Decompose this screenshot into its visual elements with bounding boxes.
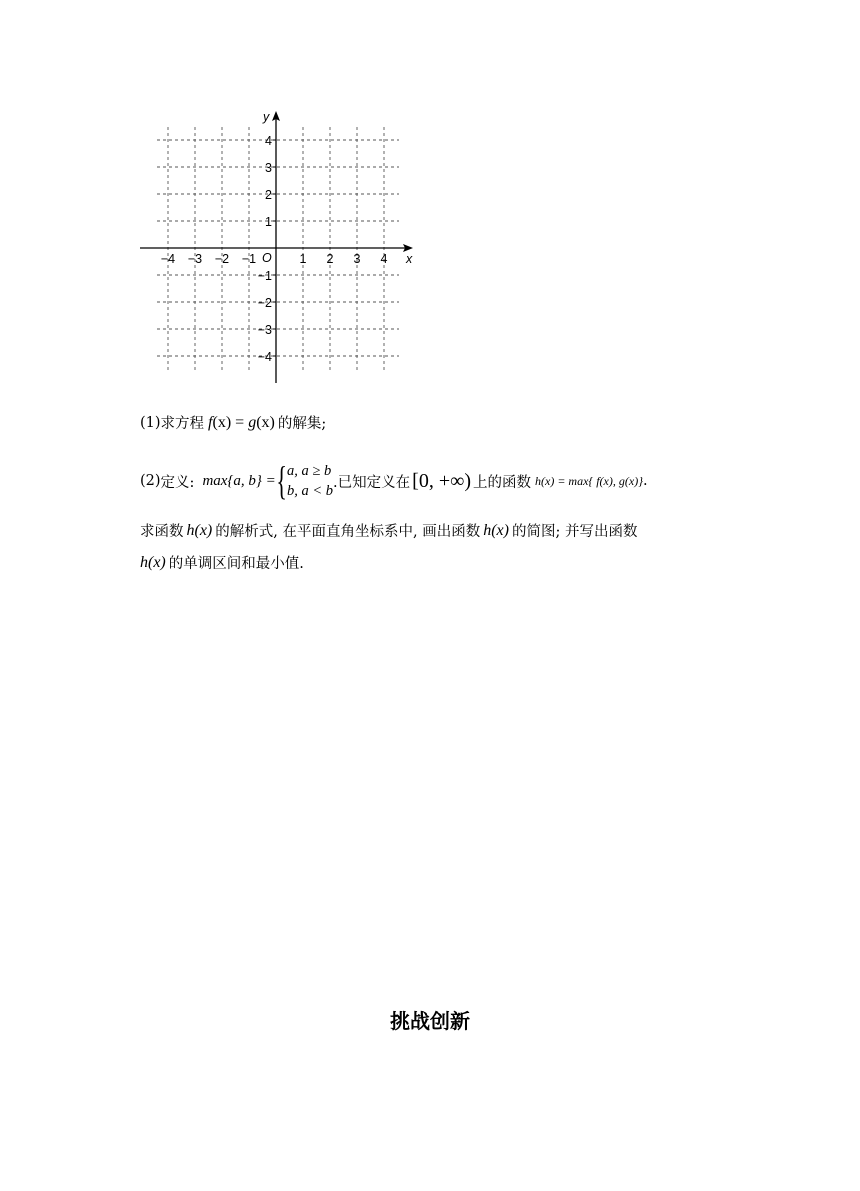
q2-cases [287, 461, 333, 501]
q2-line2-a: 求函数 [140, 524, 184, 540]
x-tick-label: 4 [380, 252, 388, 266]
q2-h-1: h(x) [186, 521, 213, 539]
q1-eq-g: g [248, 413, 257, 431]
q2-on-func: 上的函数 [473, 474, 532, 491]
x-axis-label: x [406, 252, 413, 266]
q1-number: (1) [140, 414, 161, 431]
x-tick-labels [161, 252, 388, 266]
q2-line2-c: 的简图; 并写出函数 [511, 524, 638, 540]
q1-text-before: 求方程 [160, 416, 205, 432]
q2-h-3: h(x) [140, 553, 166, 571]
y-tick-label: −2 [257, 296, 272, 310]
origin-label: O [262, 251, 272, 265]
y-tick-label: 4 [265, 134, 272, 148]
x-tick-label: 3 [353, 252, 361, 266]
q2-end: . [643, 473, 648, 489]
q2-case-1: a, a ≥ b [287, 463, 332, 479]
q2-h-def: h(x) = max{ f(x), g(x)} [535, 473, 643, 488]
y-tick-label: −3 [257, 323, 272, 337]
x-tick-label: −4 [160, 252, 176, 266]
q2-line3: 的单调区间和最小值. [168, 556, 304, 572]
x-tick-label: −1 [241, 252, 257, 266]
y-tick-label: −1 [257, 269, 272, 283]
x-tick-label: 1 [299, 252, 307, 266]
q2-define: 定义: [160, 474, 195, 491]
y-axis-label: y [263, 110, 270, 124]
y-tick-label: 2 [265, 188, 272, 202]
question-1 [140, 412, 326, 433]
x-tick-label: 2 [326, 252, 334, 266]
y-tick-label: 1 [265, 215, 272, 229]
q2-known: .已知定义在 [333, 474, 411, 491]
q2-brace: { [276, 458, 287, 503]
y-tick-label: 3 [265, 161, 272, 175]
q2-max-lhs: max{a, b} = [202, 472, 276, 489]
question-2-line-2 [140, 520, 637, 541]
x-tick-label: −2 [214, 252, 230, 266]
q2-h-2: h(x) [483, 521, 509, 539]
question-2-line-3 [140, 552, 304, 573]
section-heading: 挑战创新 [390, 1009, 470, 1033]
q2-line2-b: 的解析式, 在平面直角坐标系中, 画出函数 [215, 524, 481, 540]
q1-eq-end: (x) [256, 413, 275, 431]
q1-eq-mid: (x) = [212, 413, 249, 431]
coordinate-grid [135, 105, 425, 390]
y-tick-label: −4 [257, 350, 272, 364]
q2-case-2: b, a < b [287, 483, 334, 499]
q1-eq-f: f [208, 413, 213, 431]
q2-number: (2) [140, 473, 161, 489]
x-tick-label: −3 [187, 252, 203, 266]
y-tick-labels [258, 134, 276, 364]
question-2 [140, 458, 648, 503]
q2-interval: [0, +∞) [412, 469, 472, 492]
q1-text-after: 的解集; [277, 416, 327, 432]
